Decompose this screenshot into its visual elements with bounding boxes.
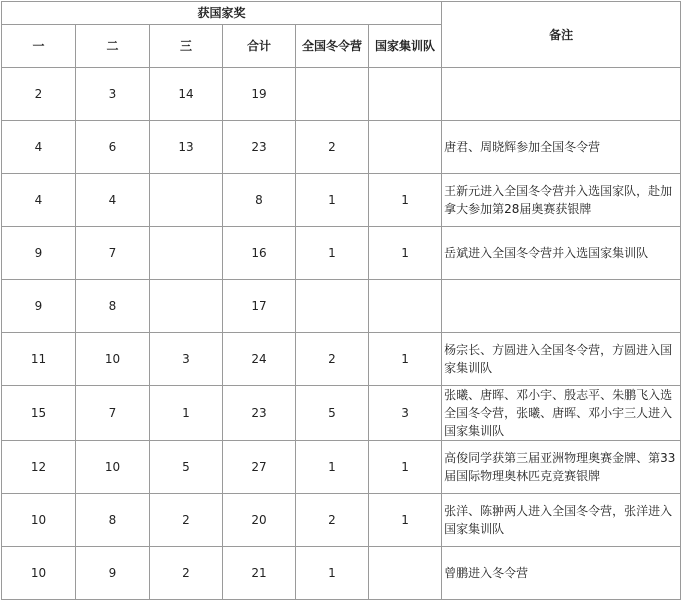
cell-third: 1 xyxy=(150,386,223,441)
cell-national-team: 1 xyxy=(369,333,442,386)
cell-third xyxy=(150,280,223,333)
cell-first: 10 xyxy=(2,494,76,547)
cell-third: 5 xyxy=(150,441,223,494)
cell-winter-camp: 5 xyxy=(296,386,369,441)
table-row xyxy=(2,174,681,227)
cell-national-team: 1 xyxy=(369,494,442,547)
table-row xyxy=(2,547,681,600)
notes-header: 备注 xyxy=(442,2,681,68)
cell-total: 21 xyxy=(223,547,296,600)
cell-national-team xyxy=(369,121,442,174)
cell-note: 张曦、唐晖、邓小宇、殷志平、朱鹏飞入选全国冬令营，张曦、唐晖、邓小宇三人进入国家集训队 xyxy=(442,386,681,441)
cell-national-team: 1 xyxy=(369,441,442,494)
cell-note: 王新元进入全国冬令营并入选国家队，赴加拿大参加第28届奥赛获银牌 xyxy=(442,174,681,227)
column-header-winter-camp: 全国冬令营 xyxy=(296,25,369,68)
group-header: 获国家奖 xyxy=(2,2,442,25)
header-row-1 xyxy=(2,2,681,25)
cell-first: 9 xyxy=(2,227,76,280)
cell-first: 10 xyxy=(2,547,76,600)
cell-national-team: 3 xyxy=(369,386,442,441)
cell-note xyxy=(442,280,681,333)
cell-winter-camp: 1 xyxy=(296,441,369,494)
column-header-second: 二 xyxy=(76,25,150,68)
cell-third: 13 xyxy=(150,121,223,174)
cell-first: 11 xyxy=(2,333,76,386)
cell-second: 7 xyxy=(76,227,150,280)
cell-winter-camp xyxy=(296,280,369,333)
cell-third: 3 xyxy=(150,333,223,386)
column-header-national-team: 国家集训队 xyxy=(369,25,442,68)
cell-winter-camp: 1 xyxy=(296,547,369,600)
table-row xyxy=(2,68,681,121)
cell-second: 10 xyxy=(76,333,150,386)
cell-note: 唐君、周晓辉参加全国冬令营 xyxy=(442,121,681,174)
cell-first: 15 xyxy=(2,386,76,441)
cell-first: 2 xyxy=(2,68,76,121)
table-row xyxy=(2,441,681,494)
cell-second: 3 xyxy=(76,68,150,121)
cell-second: 10 xyxy=(76,441,150,494)
table-row xyxy=(2,227,681,280)
cell-total: 24 xyxy=(223,333,296,386)
cell-second: 7 xyxy=(76,386,150,441)
cell-national-team: 1 xyxy=(369,227,442,280)
cell-second: 4 xyxy=(76,174,150,227)
cell-third: 14 xyxy=(150,68,223,121)
cell-note: 杨宗长、方圆进入全国冬令营，方圆进入国家集训队 xyxy=(442,333,681,386)
table-row xyxy=(2,333,681,386)
cell-second: 8 xyxy=(76,280,150,333)
cell-national-team xyxy=(369,547,442,600)
table-row xyxy=(2,494,681,547)
cell-total: 8 xyxy=(223,174,296,227)
cell-first: 12 xyxy=(2,441,76,494)
cell-national-team: 1 xyxy=(369,174,442,227)
table-row xyxy=(2,386,681,441)
cell-national-team xyxy=(369,280,442,333)
cell-second: 8 xyxy=(76,494,150,547)
cell-winter-camp: 2 xyxy=(296,121,369,174)
cell-third xyxy=(150,174,223,227)
cell-winter-camp: 2 xyxy=(296,494,369,547)
cell-first: 4 xyxy=(2,121,76,174)
cell-second: 9 xyxy=(76,547,150,600)
cell-total: 23 xyxy=(223,121,296,174)
column-header-total: 合计 xyxy=(223,25,296,68)
table-row xyxy=(2,121,681,174)
cell-total: 20 xyxy=(223,494,296,547)
cell-total: 19 xyxy=(223,68,296,121)
cell-first: 4 xyxy=(2,174,76,227)
cell-third: 2 xyxy=(150,547,223,600)
cell-total: 27 xyxy=(223,441,296,494)
cell-note xyxy=(442,68,681,121)
table-row xyxy=(2,280,681,333)
cell-first: 9 xyxy=(2,280,76,333)
cell-winter-camp: 1 xyxy=(296,227,369,280)
cell-second: 6 xyxy=(76,121,150,174)
cell-winter-camp xyxy=(296,68,369,121)
cell-note: 高俊同学获第三届亚洲物理奥赛金牌、第33届国际物理奥林匹克竞赛银牌 xyxy=(442,441,681,494)
cell-winter-camp: 1 xyxy=(296,174,369,227)
cell-note: 岳斌进入全国冬令营并入选国家集训队 xyxy=(442,227,681,280)
cell-total: 23 xyxy=(223,386,296,441)
column-header-first: 一 xyxy=(2,25,76,68)
cell-total: 16 xyxy=(223,227,296,280)
cell-note: 张洋、陈翀两人进入全国冬令营，张洋进入国家集训队 xyxy=(442,494,681,547)
column-header-third: 三 xyxy=(150,25,223,68)
awards-table xyxy=(1,1,681,600)
cell-third xyxy=(150,227,223,280)
cell-national-team xyxy=(369,68,442,121)
cell-total: 17 xyxy=(223,280,296,333)
cell-third: 2 xyxy=(150,494,223,547)
cell-winter-camp: 2 xyxy=(296,333,369,386)
cell-note: 曾鹏进入冬令营 xyxy=(442,547,681,600)
